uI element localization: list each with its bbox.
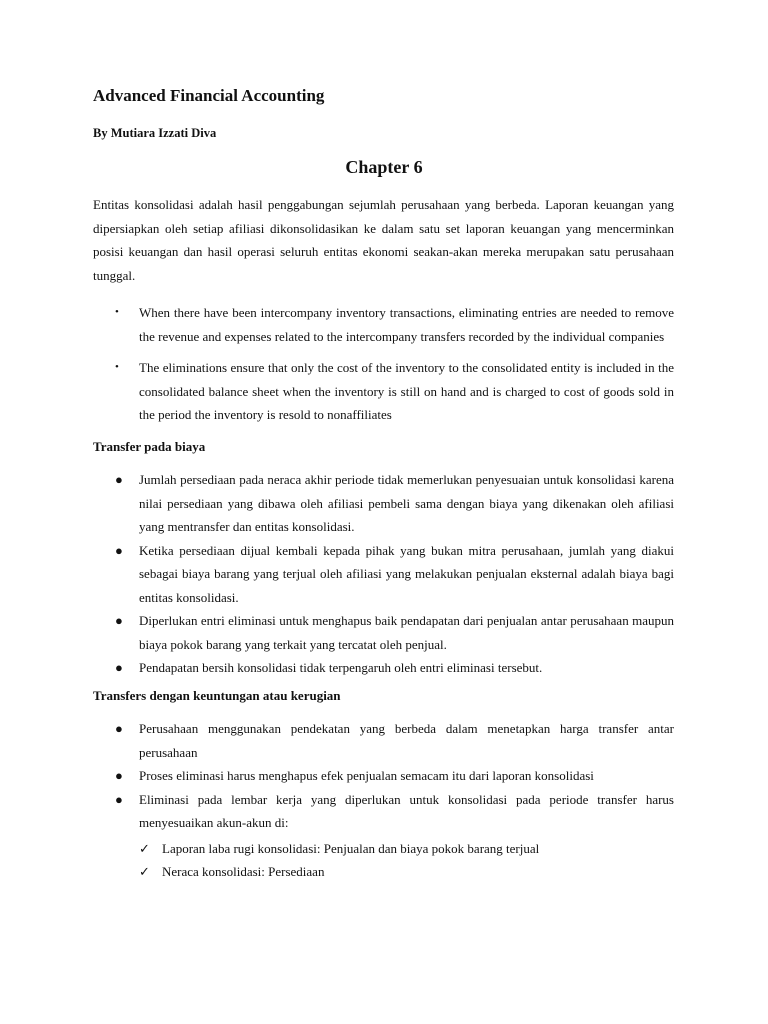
- document-author: By Mutiara Izzati Diva: [93, 126, 217, 140]
- document-body: [93, 193, 674, 884]
- bullet-icon: ●: [115, 768, 123, 783]
- list-item: [93, 539, 674, 610]
- list-item: [93, 356, 674, 427]
- list-item: [93, 717, 674, 764]
- english-bullet-list: [93, 301, 674, 427]
- bullet-icon: ●: [115, 542, 123, 558]
- intro-paragraph: Entitas konsolidasi adalah hasil penggabungan sejumlah perusahaan yang berbeda. Laporan keuangan yang dipersiapkan oleh setiap afiliasi dikonsolidasikan ke dalam satu set laporan keuangan yang mencerminkan posisi keuangan dan hasil operasi seluruh entitas ekonomi seakan-akan mereka merupakan satu perusahaan tunggal.: [93, 197, 674, 283]
- bullet-icon: •: [115, 306, 119, 318]
- transfers-keuntungan-list: [93, 717, 674, 835]
- bullet-icon: ●: [115, 791, 123, 807]
- list-item-text: When there have been intercompany inventory transactions, eliminating entries are needed to remove the revenue and expenses related to the intercompany transfers recorded by the individual companies: [139, 305, 674, 344]
- bullet-icon: ●: [115, 472, 123, 487]
- list-item: [93, 788, 674, 835]
- list-item: [93, 468, 674, 539]
- list-item-text: Laporan laba rugi konsolidasi: Penjualan dan biaya pokok barang terjual: [162, 840, 540, 856]
- list-item-text: Perusahaan menggunakan pendekatan yang berbeda dalam menetapkan harga transfer antar perusahaan: [139, 721, 674, 760]
- list-item: [93, 860, 674, 884]
- list-item-text: Neraca konsolidasi: Persediaan: [162, 864, 325, 879]
- bullet-icon: ●: [115, 721, 123, 736]
- list-item: [93, 609, 674, 656]
- section-heading-transfers-keuntungan: Transfers dengan keuntungan atau kerugian: [93, 687, 341, 703]
- list-item-text: Diperlukan entri eliminasi untuk menghapus baik pendapatan dari penjualan antar perusahaan maupun biaya pokok barang yang terkait yang tercatat oleh penjual.: [139, 613, 674, 652]
- section-heading-transfer-biaya: Transfer pada biaya: [93, 438, 206, 454]
- checkmark-icon: ✓: [139, 840, 150, 856]
- document-title: Advanced Financial Accounting: [93, 86, 325, 105]
- transfer-biaya-list: [93, 468, 674, 680]
- bullet-icon: ●: [115, 613, 123, 628]
- list-item-text: Ketika persediaan dijual kembali kepada pihak yang bukan mitra perusahaan, jumlah yang diakui sebagai biaya barang yang terjual oleh afiliasi yang melakukan penjualan eksternal adalah biaya bagi entitas konsolidasi.: [139, 542, 674, 605]
- checkmark-icon: ✓: [139, 864, 150, 879]
- list-item: [93, 764, 674, 788]
- list-item: [93, 656, 674, 680]
- check-list: [93, 837, 674, 884]
- list-item: [93, 837, 674, 861]
- list-item-text: Proses eliminasi harus menghapus efek penjualan semacam itu dari laporan konsolidasi: [139, 768, 594, 783]
- list-item-text: Jumlah persediaan pada neraca akhir periode tidak memerlukan penyesuaian untuk konsolidasi karena nilai persediaan yang dibawa oleh afiliasi pembeli sama dengan biaya yang dikenakan oleh afiliasi yang mentransfer dan entitas konsolidasi.: [139, 472, 674, 534]
- bullet-icon: •: [115, 361, 119, 373]
- list-item-text: The eliminations ensure that only the cost of the inventory to the consolidated entity is included in the consolidated balance sheet when the inventory is still on hand and is charged to cost of goods sold in the period the inventory is resold to nonaffiliates: [139, 360, 674, 422]
- list-item-text: Pendapatan bersih konsolidasi tidak terpengaruh oleh entri eliminasi tersebut.: [139, 660, 543, 675]
- list-item-text: Eliminasi pada lembar kerja yang diperlukan untuk konsolidasi pada periode transfer harus menyesuaikan akun-akun di:: [139, 791, 674, 830]
- list-item: [93, 301, 674, 348]
- bullet-icon: ●: [115, 660, 123, 675]
- chapter-heading: Chapter 6: [345, 157, 423, 177]
